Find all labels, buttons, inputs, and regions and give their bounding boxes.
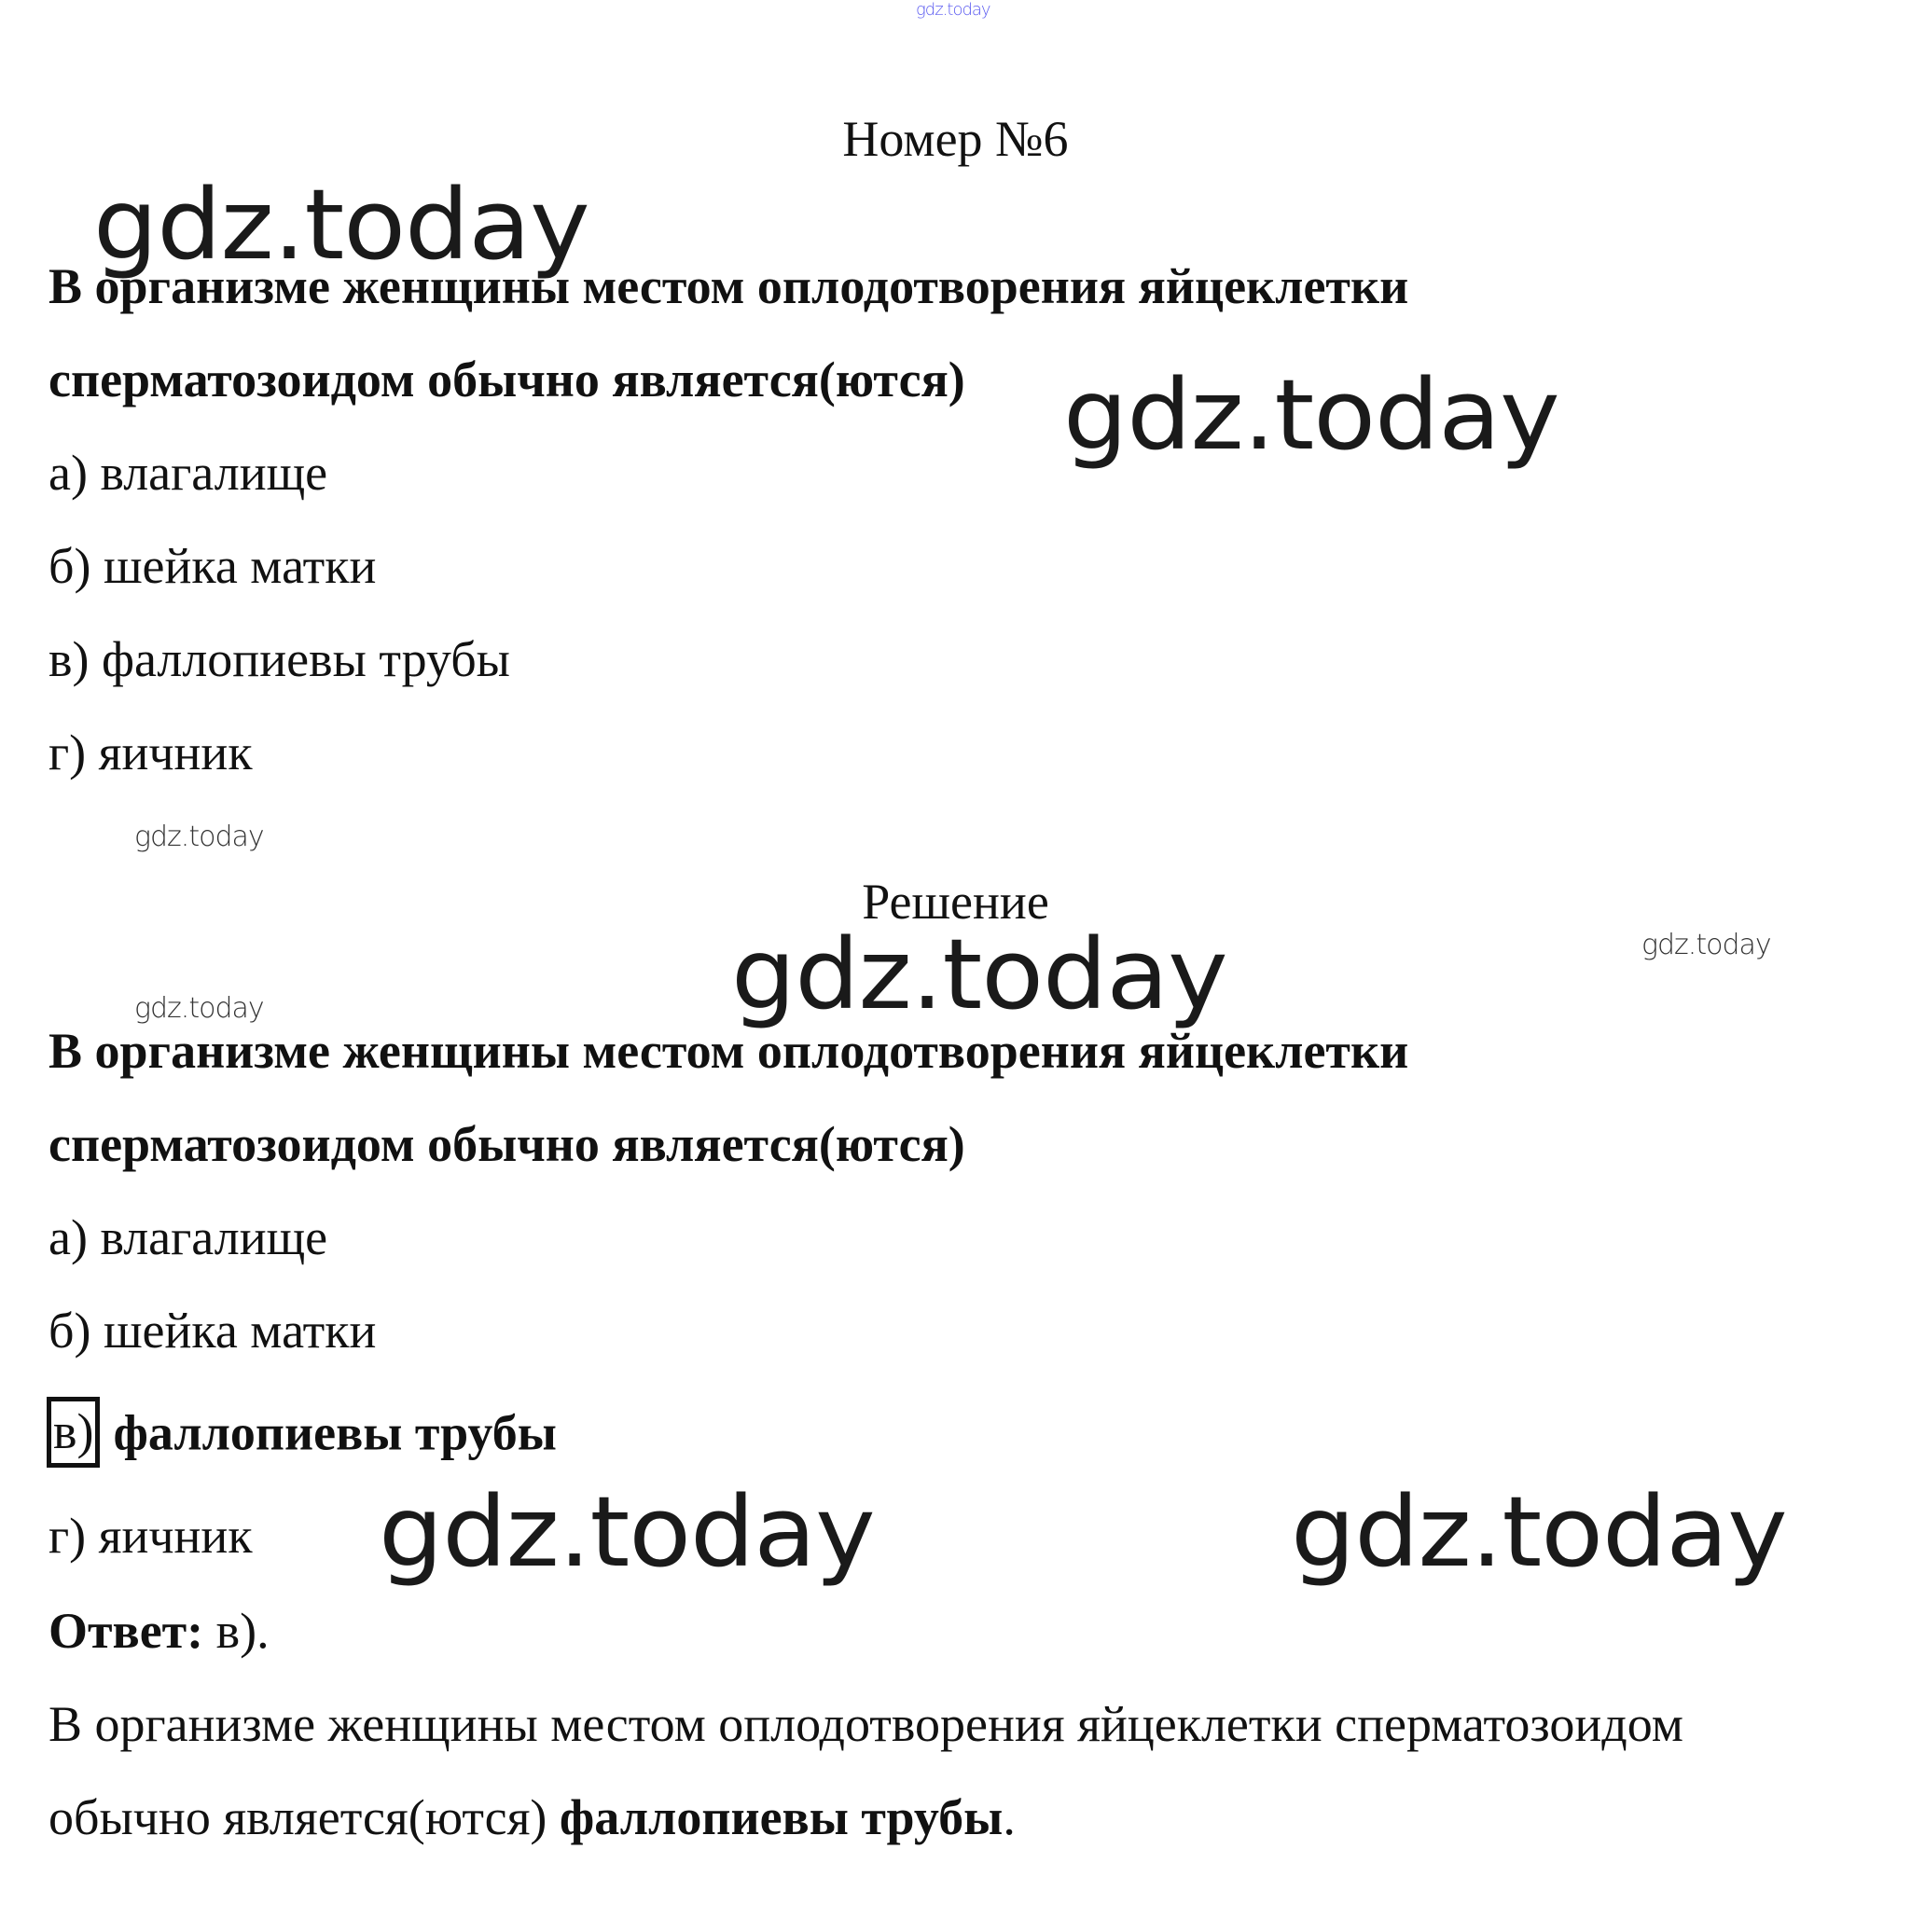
option-letter: г) [48, 1508, 87, 1564]
question-line-1: В организме женщины местом оплодотворения яйцеклетки [48, 258, 1409, 314]
solution-option-c-selected [48, 1402, 557, 1473]
option-letter: а) [48, 1209, 88, 1265]
solution-option-a [48, 1208, 327, 1266]
option-letter: в) [48, 631, 90, 687]
explanation-text: обычно является(ются) [48, 1789, 547, 1845]
watermark-large: gdz.today [1291, 1475, 1787, 1589]
option-text: шейка матки [103, 1303, 377, 1359]
option-bracket: ) [76, 1403, 94, 1459]
option-text: яичник [98, 1508, 253, 1564]
solution-option-b [48, 1302, 376, 1359]
option-c [48, 630, 510, 688]
explanation-line-1: В организме женщины местом оплодотворения яйцеклетки сперматозоидом [48, 1696, 1683, 1752]
explanation-line-2 [48, 1788, 1016, 1846]
watermark-large: gdz.today [1063, 358, 1559, 472]
option-text: влагалище [100, 1209, 328, 1265]
answer-line [48, 1602, 270, 1660]
option-a [48, 444, 327, 502]
answer-value: в). [215, 1603, 270, 1659]
watermark-top: gdz.today [916, 0, 990, 20]
solution-question-line-1: В организме женщины местом оплодотворения яйцеклетки [48, 1023, 1409, 1079]
option-text: влагалище [100, 445, 328, 501]
page-title: Номер №6 [842, 111, 1069, 167]
option-letter: а) [48, 445, 88, 501]
option-letter: б) [48, 538, 91, 594]
option-text: яичник [98, 724, 253, 780]
option-letter: г) [48, 724, 87, 780]
solution-option-d [48, 1507, 253, 1565]
question-line-2: сперматозоидом обычно является(ются) [48, 352, 965, 407]
watermark-small: gdz.today [134, 992, 264, 1025]
watermark-large: gdz.today [731, 918, 1227, 1031]
watermark-small: gdz.today [1641, 929, 1771, 961]
option-text: фаллопиевы трубы [101, 631, 510, 687]
option-letter: в [53, 1403, 77, 1459]
option-b [48, 537, 376, 595]
watermark-large: gdz.today [379, 1475, 875, 1589]
watermark-large: gdz.today [93, 168, 589, 282]
option-letter: б) [48, 1303, 91, 1359]
watermark-small: gdz.today [134, 821, 264, 853]
explanation-bold: фаллопиевы трубы [559, 1789, 1004, 1845]
option-text: фаллопиевы трубы [113, 1404, 557, 1461]
solution-heading: Решение [862, 874, 1049, 930]
selected-answer-box [47, 1397, 100, 1468]
option-d [48, 724, 253, 781]
solution-question-line-2: сперматозоидом обычно является(ются) [48, 1116, 965, 1172]
option-text: шейка матки [103, 538, 377, 594]
answer-label: Ответ: [48, 1603, 204, 1659]
explanation-period: . [1003, 1789, 1016, 1845]
